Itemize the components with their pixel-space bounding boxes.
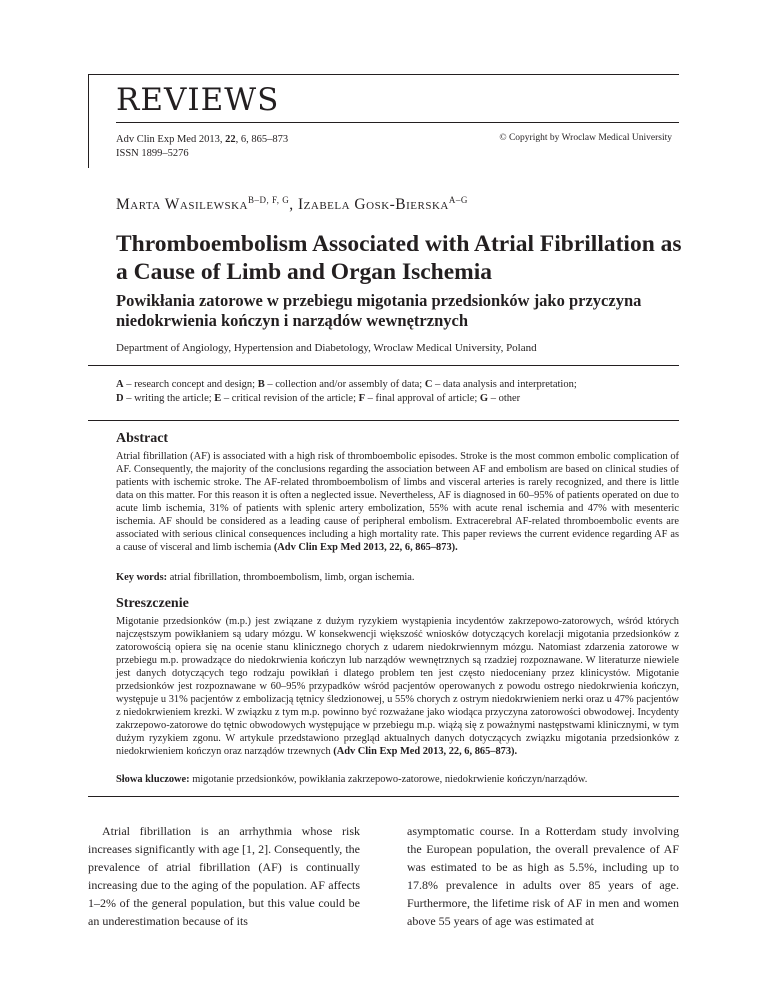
affiliation: Department of Angiology, Hypertension and Diabetology, Wroclaw Medical University, Poland bbox=[116, 342, 537, 354]
divider bbox=[88, 365, 679, 366]
keywords bbox=[116, 572, 679, 583]
header-rule bbox=[116, 122, 679, 123]
author-list: Marta Wasilewska$^{B-D, F, G}$, Izabela Gosk-Bierska$^{A-G}$ bbox=[116, 195, 468, 214]
body-paragraph: Atrial fibrillation is an arrhythmia whose risk increases significantly with age [1, 2]. Consequently, the prevalence of atrial fibrillation (AF) is continually increasing due to the aging of the population. AF affects 1–2% of the general population, but this value could be an underestimation because of its bbox=[88, 824, 360, 928]
keywords-label: Key words: bbox=[116, 572, 168, 583]
keywords-label-pl: Słowa kluczowe: bbox=[116, 774, 190, 785]
contrib-key: E bbox=[214, 393, 222, 404]
body-column-right: asymptomatic course. In a Rotterdam study involving the European population, the overall prevalence of AF was estimated to be as high as 5.5%, including up to 17.8% prevalence in adults over 85 years of age. Furthermore, the lifetime risk of AF in men and women above 55 years of age was estimated at bbox=[407, 824, 679, 928]
contrib-key: C bbox=[424, 379, 433, 390]
journal-volume: 22 bbox=[225, 134, 236, 145]
contrib-key: D bbox=[116, 393, 124, 404]
author-name: Marta Wasilewska bbox=[116, 196, 248, 214]
body-column-left bbox=[88, 822, 360, 930]
divider bbox=[88, 420, 679, 421]
author-contribution: B–D, F, G bbox=[247, 195, 290, 205]
contrib-text: – data analysis and interpretation; bbox=[432, 379, 577, 390]
author-name: Izabela Gosk-Bierska bbox=[298, 196, 449, 214]
contrib-key: F bbox=[358, 393, 366, 404]
abstract-body bbox=[116, 450, 679, 554]
contrib-key: G bbox=[479, 393, 489, 404]
issn: ISSN 1899–5276 bbox=[116, 148, 189, 159]
slowa-kluczowe bbox=[116, 774, 679, 785]
header-frame-left bbox=[88, 75, 89, 168]
contribution-legend bbox=[116, 378, 686, 406]
journal-line-suffix: , 6, 865–873 bbox=[235, 134, 289, 145]
contrib-text: – collection and/or assembly of data; bbox=[264, 379, 425, 390]
abstract-heading: Abstract bbox=[116, 431, 169, 446]
header-frame-top bbox=[88, 74, 679, 75]
contrib-key: B bbox=[257, 379, 265, 390]
streszczenie-citation: (Adv Clin Exp Med 2013, 22, 6, 865–873). bbox=[333, 746, 518, 757]
author-contribution: A–G bbox=[448, 195, 468, 205]
abstract-text: Atrial fibrillation (AF) is associated with a high risk of thromboembolic episodes. Stroke is the most common embolic complication of AF. Consequently, the majority of the conclusions regarding the association between AF and embolism are based on clinical studies of patients with ischemic stroke. The AF-related thromboembolism of limbs and visceral arteries is rarely recognized, and there is little data on this matter. For this reason it is often a neglected issue. Nevertheless, AF is diagnosed in 60–95% of patients operated on due to acute limb ischemia, 31% of patients with splenic artery embolization, 55% with acute renal ischemia and 47% with mesenteric ischemia. AF should be considered as a leading cause of peripheral embolism. Extracerebral AF-related thromboembolic events are associated with serious clinical consequences including a high mortality rate. This paper reviews the current evidence regarding AF as a cause of visceral and limb ischemia bbox=[116, 451, 679, 553]
keywords-list: atrial fibrillation, thromboembolism, limb, organ ischemia. bbox=[167, 572, 415, 583]
divider bbox=[88, 796, 679, 797]
streszczenie-heading: Streszczenie bbox=[116, 596, 189, 611]
journal-line-prefix: Adv Clin Exp Med 2013, bbox=[116, 134, 226, 145]
contrib-text: – research concept and design; bbox=[123, 379, 258, 390]
section-label: REVIEWS bbox=[116, 82, 280, 118]
streszczenie-text: Migotanie przedsionków (m.p.) jest związane z dużym ryzykiem wystąpienia incydentów zakrzepowo-zatorowych, wśród których najczęstszym powikłaniem są udary mózgu. W konsekwencji większość wniosków dotyczących korelacji migotania przedsionków z zatorowością opiera się na ocenie stanu klinicznego chorych z udarem niedokrwiennym mózgu. Natomiast zdarzenia zatorowe w przebiegu m.p. prowadzące do niedokrwienia kończyn lub narządów wewnętrznych są rzadziej rozpoznawane. W literaturze niewiele jest danych dotyczących tego rodzaju powikłań i dlatego problem ten jest często niedoceniany przez klinicystów. Migotanie przedsionków jest rozpoznawane w 60–95% przypadków wśród pacjentów operowanych z powodu ostrego niedokrwienia kończyn, występuje u 31% pacjentów z embolizacją tętnicy śledzionowej, u 55% chorych z ostrym niedokrwieniem nerki oraz u 47% pacjentów z niedokrwieniem krezki. W związku z tym m.p. powinno być rozważane jako wiodąca przyczyna zatorowości obwodowej. Incydenty zakrzepowo-zatorowe do tętnic obwodowych występujące w przebiegu m.p. wiążą się z poważnymi następstwami klinicznymi, w tym dużym ryzykiem zgonu. W artykule przedstawiono przegląd aktualnych danych dotyczących związku migotania przedsionków z niedokrwieniem kończyn oraz narządów trzewnych bbox=[116, 616, 679, 757]
abstract-citation: (Adv Clin Exp Med 2013, 22, 6, 865–873). bbox=[273, 542, 458, 553]
contrib-text: – critical revision of the article; bbox=[221, 393, 359, 404]
contrib-key: A bbox=[116, 379, 124, 390]
streszczenie-body bbox=[116, 615, 679, 758]
article-title-polish: Powikłania zatorowe w przebiegu migotania przedsionków jako przyczyna niedokrwienia kończyn i narządów wewnętrznych bbox=[116, 291, 642, 330]
journal-info bbox=[116, 133, 288, 161]
keywords-list-pl: migotanie przedsionków, powikłania zakrzepowo-zatorowe, niedokrwienie kończyn/narządów. bbox=[189, 774, 588, 785]
contrib-text: – other bbox=[488, 393, 521, 404]
article-title: Thromboembolism Associated with Atrial Fibrillation as a Cause of Limb and Organ Ischemia bbox=[116, 231, 682, 285]
copyright: © Copyright by Wroclaw Medical University bbox=[499, 133, 672, 143]
contrib-text: – writing the article; bbox=[123, 393, 215, 404]
contrib-text: – final approval of article; bbox=[365, 393, 480, 404]
